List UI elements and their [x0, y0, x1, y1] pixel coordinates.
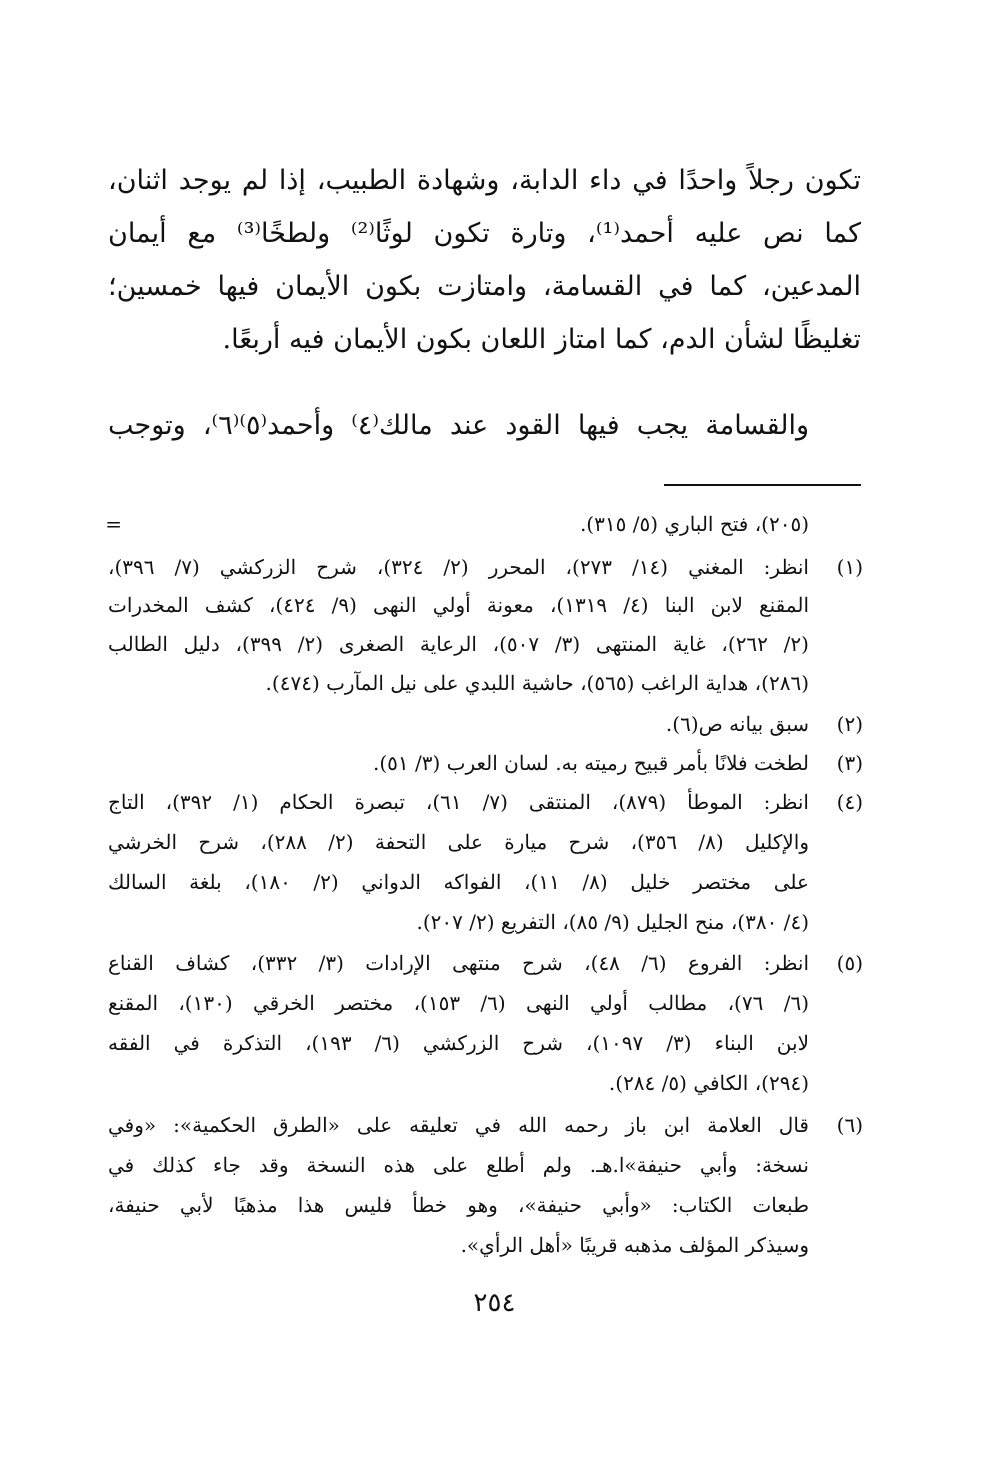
- footnote-line: المقنع لابن البنا (٤/ ١٣١٩)، معونة أولي النهى (٩/ ٤٢٤)، كشف المخدرات: [108, 593, 809, 617]
- footnote-line: (٢٩٤)، الكافي (٥/ ٢٨٤).: [608, 1071, 809, 1095]
- body-text-line: تغليظًا لشأن الدم، كما امتاز اللعان بكون الأيمان فيه أربعًا.: [222, 324, 861, 355]
- footnote-line: (٦/ ٧٦)، مطالب أولي النهى (٦/ ١٥٣)، مختصر الخرقي (١٣٠)، المقنع: [108, 991, 809, 1015]
- page-number: ٢٥٤: [473, 1288, 516, 1318]
- body-text-line: تكون رجلاً واحدًا في داء الدابة، وشهادة الطبيب، إذا لم يوجد اثنان،: [108, 165, 861, 196]
- footnote-number: (٤): [836, 790, 863, 814]
- footnote-continuation-text: (٢٠٥)، فتح الباري (٥/ ٣١٥).: [579, 512, 809, 536]
- footnote-line: سبق بيانه ص(٦).: [665, 712, 809, 736]
- body-text-line: المدعين، كما في القسامة، وامتازت بكون الأيمان فيها خمسين؛: [108, 271, 861, 302]
- footnote-line: والإكليل (٨/ ٣٥٦)، شرح ميارة على التحفة (٢/ ٢٨٨)، شرح الخرشي: [108, 830, 809, 854]
- body-text-line: كما نص عليه أحمد⁽¹⁾، وتارة تكون لوثًا⁽²⁾ ولطخًا⁽³⁾ مع أيمان: [108, 218, 862, 249]
- footnote-line: قال العلامة ابن باز رحمه الله في تعليقه على «الطرق الحكمية»: «وفي: [108, 1113, 809, 1137]
- footnote-line: انظر: الفروع (٦/ ٤٨)، شرح منتهى الإرادات (٣/ ٣٣٢)، كشاف القناع: [108, 951, 809, 975]
- footnote-line: وسيذكر المؤلف مذهبه قريبًا «أهل الرأي».: [460, 1233, 809, 1257]
- footnote-continuation-marker: =: [105, 512, 122, 536]
- footnote-line: (٢٨٦)، هداية الراغب (٥٦٥)، حاشية اللبدي على نيل المآرب (٤٧٤).: [265, 671, 809, 695]
- footnote-number: (٥): [836, 951, 863, 975]
- footnote-number: (٦): [836, 1113, 863, 1137]
- footnote-line: (٢/ ٢٦٢)، غاية المنتهى (٣/ ٥٠٧)، الرعاية الصغرى (٢/ ٣٩٩)، دليل الطالب: [108, 632, 809, 656]
- footnote-line: انظر: المغني (١٤/ ٢٧٣)، المحرر (٢/ ٣٢٤)، شرح الزركشي (٧/ ٣٩٦)،: [108, 555, 809, 579]
- footnote-line: نسخة: وأبي حنيفة»ا.هـ. ولم أطلع على هذه النسخة وقد جاء كذلك في: [108, 1153, 809, 1177]
- footnote-line: انظر: الموطأ (٨٧٩)، المنتقى (٧/ ٦١)، تبصرة الحكام (١/ ٣٩٢)، التاج: [108, 790, 809, 814]
- footnote-number: (١): [836, 555, 863, 579]
- footnote-number: (٣): [836, 751, 863, 775]
- footnote-number: (٢): [836, 712, 863, 736]
- body-text-line: والقسامة يجب فيها القود عند مالك⁽٤⁾ وأحمد⁽٥⁾⁽٦⁾، وتوجب: [108, 410, 809, 441]
- footnote-line: لابن البناء (٣/ ١٠٩٧)، شرح الزركشي (٦/ ١٩٣)، التذكرة في الفقه: [108, 1031, 809, 1055]
- footnote-line: طبعات الكتاب: «وأبي حنيفة»، وهو خطأ فليس هذا مذهبًا لأبي حنيفة،: [108, 1193, 809, 1217]
- footnote-line: لطخت فلانًا بأمر قبيح رميته به. لسان العرب (٣/ ٥١).: [372, 751, 809, 775]
- footnote-line: على مختصر خليل (٨/ ١١)، الفواكه الدواني (٢/ ١٨٠)، بلغة السالك: [108, 870, 809, 894]
- footnote-separator: [664, 484, 861, 486]
- footnote-line: (٤/ ٣٨٠)، منح الجليل (٩/ ٨٥)، التفريع (٢/ ٢٠٧).: [416, 910, 809, 934]
